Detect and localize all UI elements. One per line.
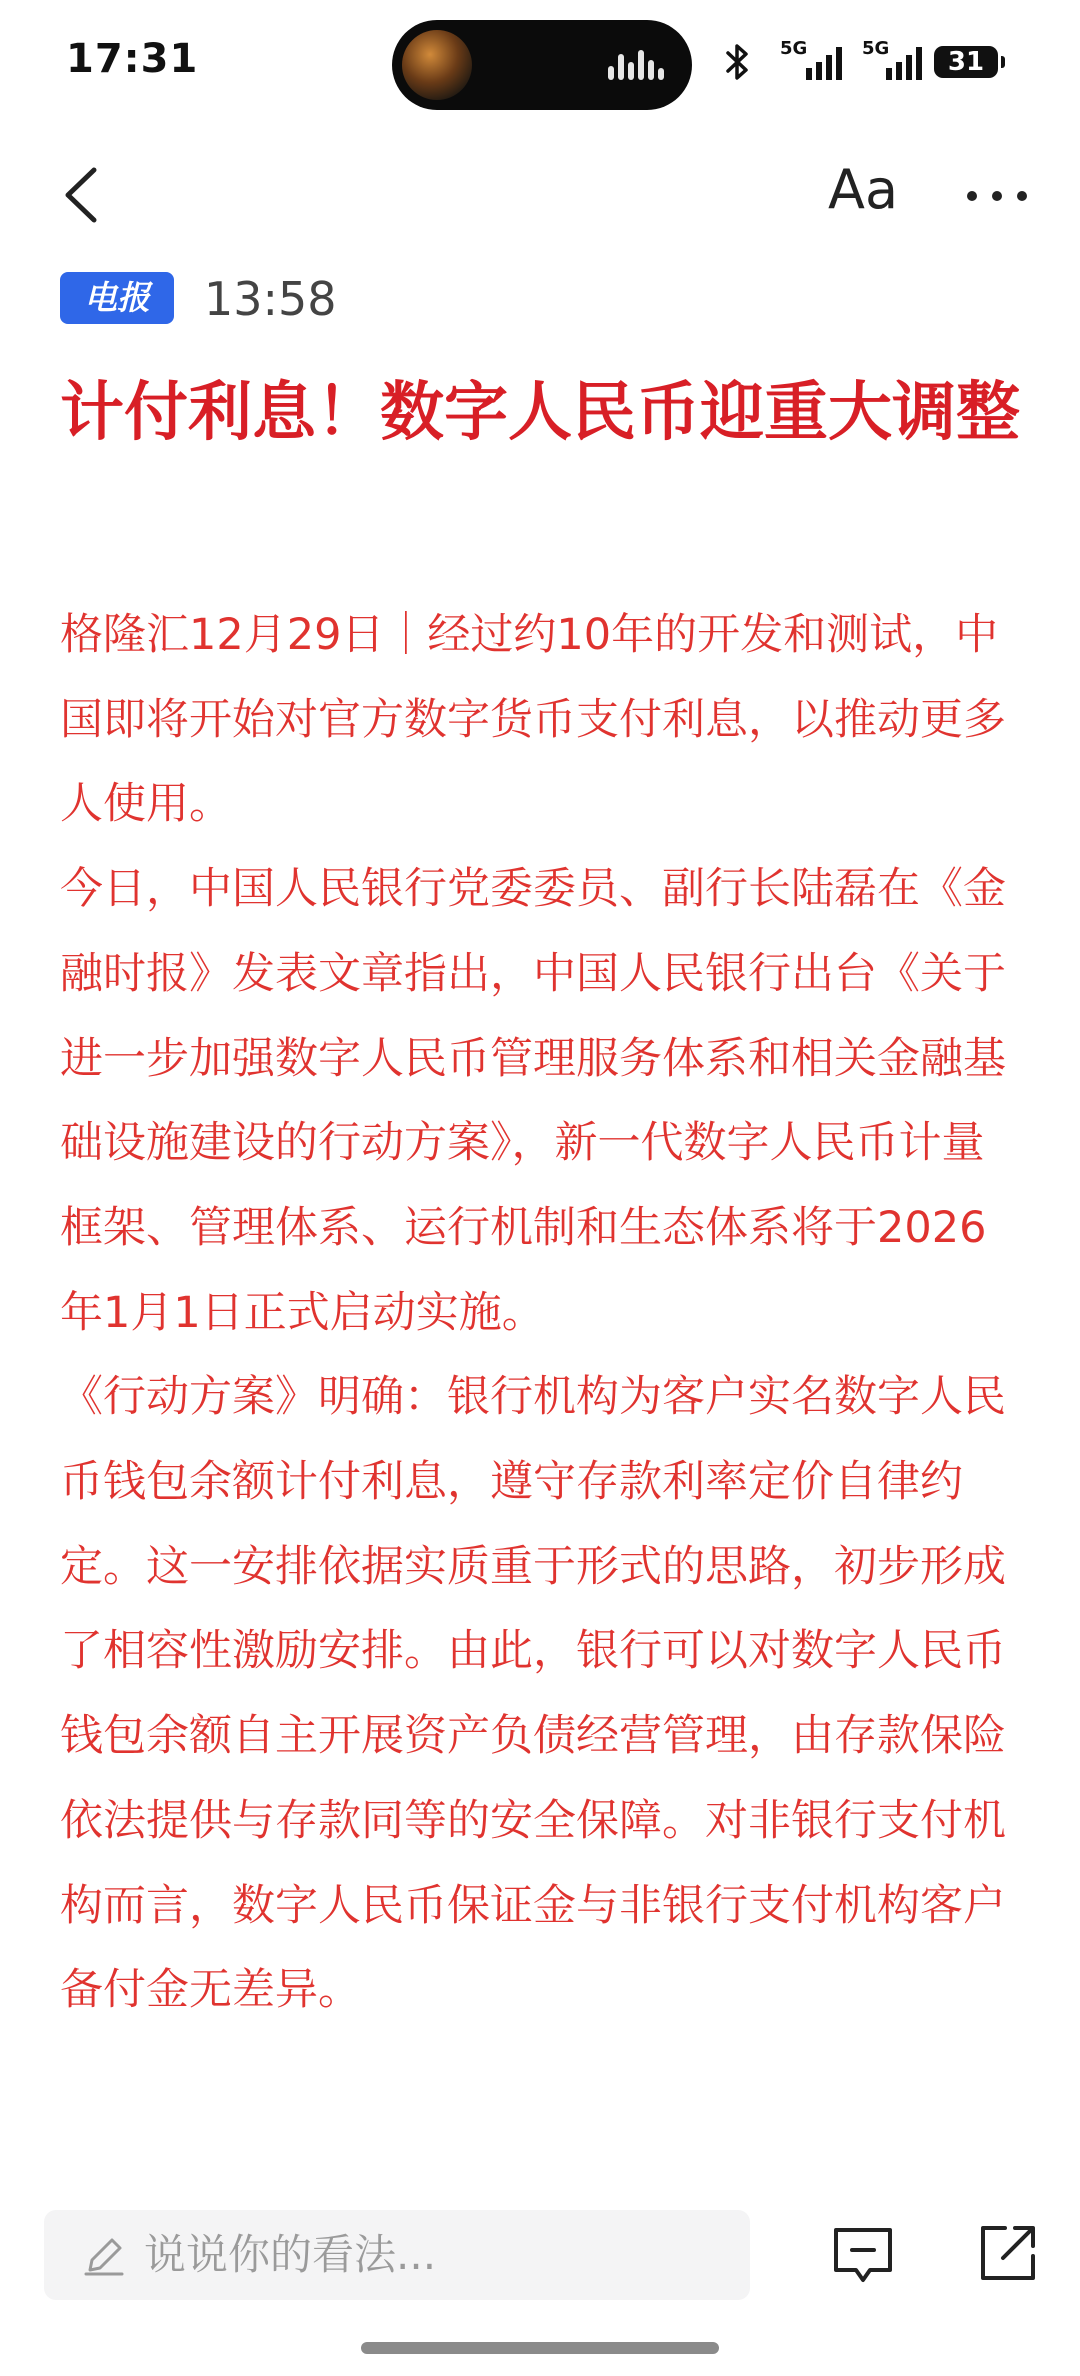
publish-time: 13:58 [204,272,337,326]
network-type-label: 5G [862,38,890,59]
share-icon [975,2220,1041,2286]
article-meta [60,270,1020,330]
bluetooth-icon [724,42,752,82]
font-size-button[interactable]: Aa [828,158,899,221]
article-title: 计付利息！数字人民币迎重大调整 [60,376,1020,450]
more-icon [962,176,1032,216]
article-paragraph: 《行动方案》明确：银行机构为客户实名数字人民币钱包余额计付利息，遵守存款利率定价自律约定。这一安排依据实质重于形式的思路，初步形成了相容性激励安排。由此，银行可以对数字人民币钱包余额自主开展资产负债经营管理，由存款保险依法提供与存款同等的安全保障。对非银行支付机构而言，数字人民币保证金与非银行支付机构客户备付金无差异。 [60,1372,1006,2016]
media-thumbnail [402,30,472,100]
signal-icon [776,38,848,82]
share-button[interactable] [975,2220,1041,2286]
status-icons [724,38,1024,82]
status-time: 17:31 [66,36,199,82]
back-button[interactable] [50,160,120,230]
signal-icon [860,38,932,82]
comment-input[interactable] [44,2210,750,2300]
network-type-label: 5G [780,38,808,59]
pen-icon [82,2234,126,2278]
more-button[interactable] [962,176,1032,216]
comment-icon [830,2222,896,2288]
article-paragraph: 今日，中国人民银行党委委员、副行长陆磊在《金融时报》发表文章指出，中国人民银行出台《关于进一步加强数字人民币管理服务体系和相关金融基础设施建设的行动方案》，新一代数字人民币计量框架、管理体系、运行机制和生态体系将于2026年1月1日正式启动实施。 [60,864,1006,1338]
category-badge: 电报 [60,272,174,324]
back-icon [50,160,120,230]
battery-icon: 31 [934,46,998,78]
home-indicator[interactable] [361,2342,719,2354]
nav-bar [0,140,1080,250]
comment-button[interactable] [830,2222,896,2288]
dynamic-island[interactable] [392,20,692,110]
comment-placeholder: 说说你的看法... [144,2230,437,2279]
audio-wave-icon [608,50,664,80]
article-paragraph: 格隆汇12月29日｜经过约10年的开发和测试，中国即将开始对官方数字货币支付利息，以推动更多人使用。 [60,610,1006,830]
article-body [60,593,1022,2033]
status-bar [0,0,1080,130]
